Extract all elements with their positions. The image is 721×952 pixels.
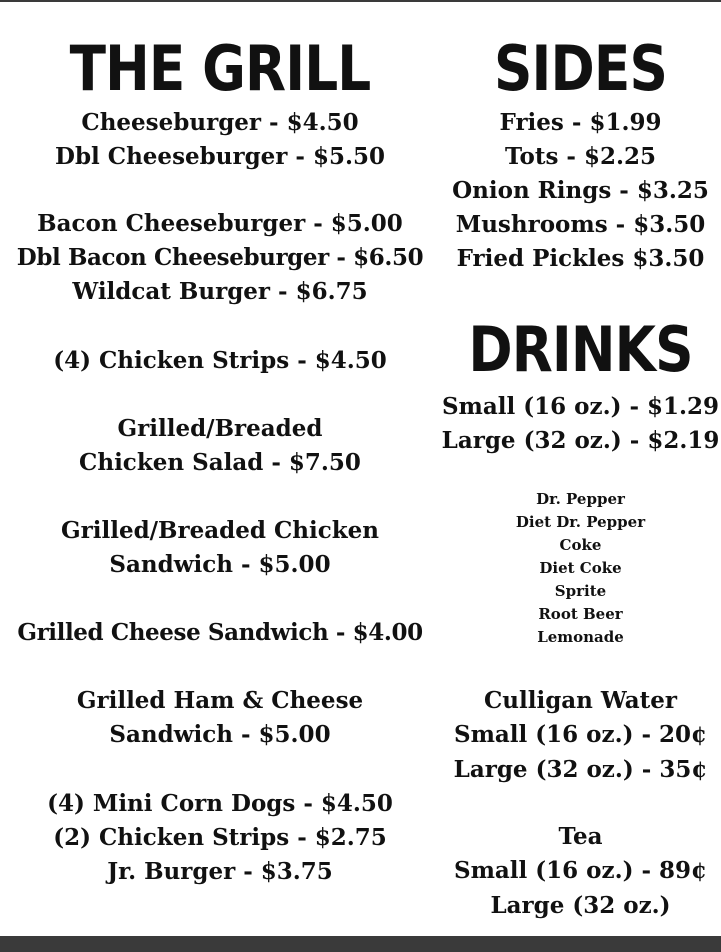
menu-item: Sandwich - $5.00	[109, 721, 331, 748]
menu-item: Chicken Salad - $7.50	[79, 449, 361, 476]
drink-flavor: Dr. Pepper	[536, 490, 625, 508]
drink-flavor: Lemonade	[537, 628, 624, 646]
menu-item: (4) Mini Corn Dogs - $4.50	[47, 790, 393, 817]
bottom-bar	[0, 936, 721, 952]
sides-heading: SIDES	[493, 32, 668, 105]
tea-large: Large (32 oz.)	[490, 892, 671, 919]
menu-item: Bacon Cheeseburger - $5.00	[37, 210, 403, 237]
drinks-heading: DRINKS	[468, 313, 693, 386]
drink-flavor: Root Beer	[538, 605, 623, 623]
menu-item: (4) Chicken Strips - $4.50	[53, 347, 387, 374]
menu-item: Grilled Cheese Sandwich - $4.00	[17, 619, 423, 646]
side-item: Fried Pickles $3.50	[456, 245, 705, 272]
drink-flavor: Diet Dr. Pepper	[515, 513, 646, 531]
menu-item: Grilled Ham & Cheese	[76, 687, 364, 714]
menu-item: Grilled/Breaded Chicken	[60, 517, 380, 544]
water-large: Large (32 oz.) - 35¢	[453, 756, 708, 783]
side-item: Onion Rings - $3.25	[452, 177, 709, 204]
grill-heading: THE GRILL	[69, 32, 371, 105]
menu-item: Sandwich - $5.00	[109, 551, 331, 578]
drink-size: Small (16 oz.) - $1.29	[441, 393, 720, 420]
drink-size: Large (32 oz.) - $2.19	[441, 427, 720, 454]
side-item: Fries - $1.99	[499, 109, 662, 136]
menu-item: Wildcat Burger - $6.75	[72, 278, 368, 305]
drink-flavor: Coke	[559, 536, 602, 554]
water-small: Small (16 oz.) - 20¢	[453, 721, 708, 748]
menu-item: Jr. Burger - $3.75	[107, 858, 333, 885]
drink-flavor: Sprite	[554, 582, 607, 600]
menu-item: (2) Chicken Strips - $2.75	[53, 824, 387, 851]
menu-page	[0, 2, 721, 936]
tea-title: Tea	[558, 823, 603, 850]
menu-item: Cheeseburger - $4.50	[81, 109, 359, 136]
water-title: Culligan Water	[483, 687, 678, 714]
tea-small: Small (16 oz.) - 89¢	[453, 857, 708, 884]
menu-item: Dbl Bacon Cheeseburger - $6.50	[16, 244, 424, 271]
menu-item: Grilled/Breaded	[117, 415, 323, 442]
menu-item: Dbl Cheeseburger - $5.50	[55, 143, 385, 170]
side-item: Tots - $2.25	[505, 143, 656, 170]
side-item: Mushrooms - $3.50	[455, 211, 706, 238]
drink-flavor: Diet Coke	[539, 559, 622, 577]
